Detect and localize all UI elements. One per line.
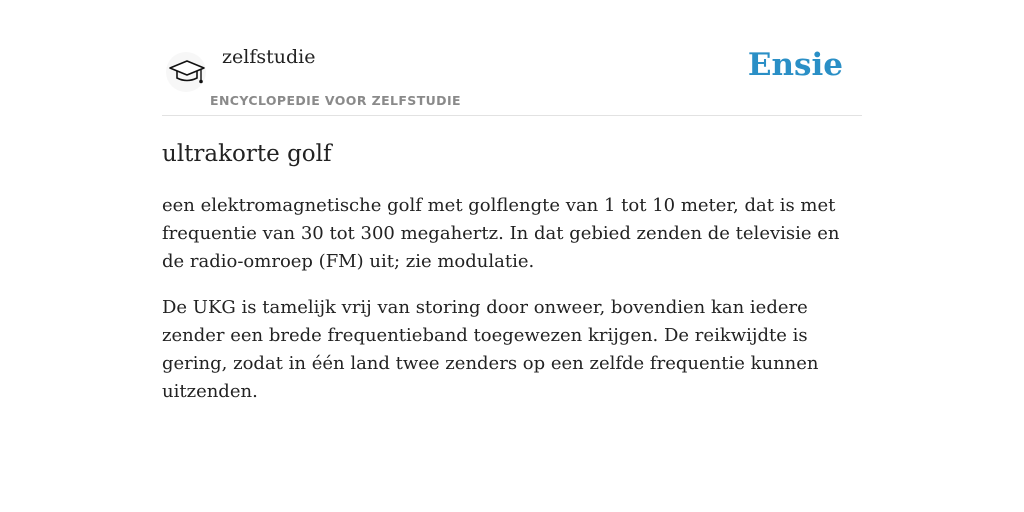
site-logo[interactable] — [166, 52, 206, 92]
paragraph-end: . — [528, 251, 535, 272]
brand-logo[interactable]: Ensie — [747, 47, 843, 83]
graduation-cap-icon — [168, 58, 206, 88]
article-content — [162, 192, 852, 424]
site-name[interactable]: zelfstudie — [222, 46, 316, 68]
site-tagline: ENCYCLOPEDIE VOOR ZELFSTUDIE — [210, 93, 461, 108]
page-title: ultrakorte golf — [162, 141, 332, 167]
site-header — [162, 0, 862, 116]
article-paragraph: De UKG is tamelijk vrij van storing door onweer, bovendien kan iedere zender een brede frequentieband toegewezen krijgen. De reikwijdte is gering, zodat in één land twee zenders op een zelfde frequentie kunnen uitzenden. — [162, 297, 819, 402]
article-paragraph — [162, 192, 852, 276]
paragraph-text: een elektromagnetische golf met golflengte van 1 tot 10 meter, dat is met frequentie van 30 tot 300 megahertz. In dat gebied zenden de televisie en de radio-omroep (FM) uit; zie — [162, 195, 840, 272]
page-container — [162, 0, 862, 402]
modulatie-link[interactable]: modulatie — [437, 251, 529, 272]
